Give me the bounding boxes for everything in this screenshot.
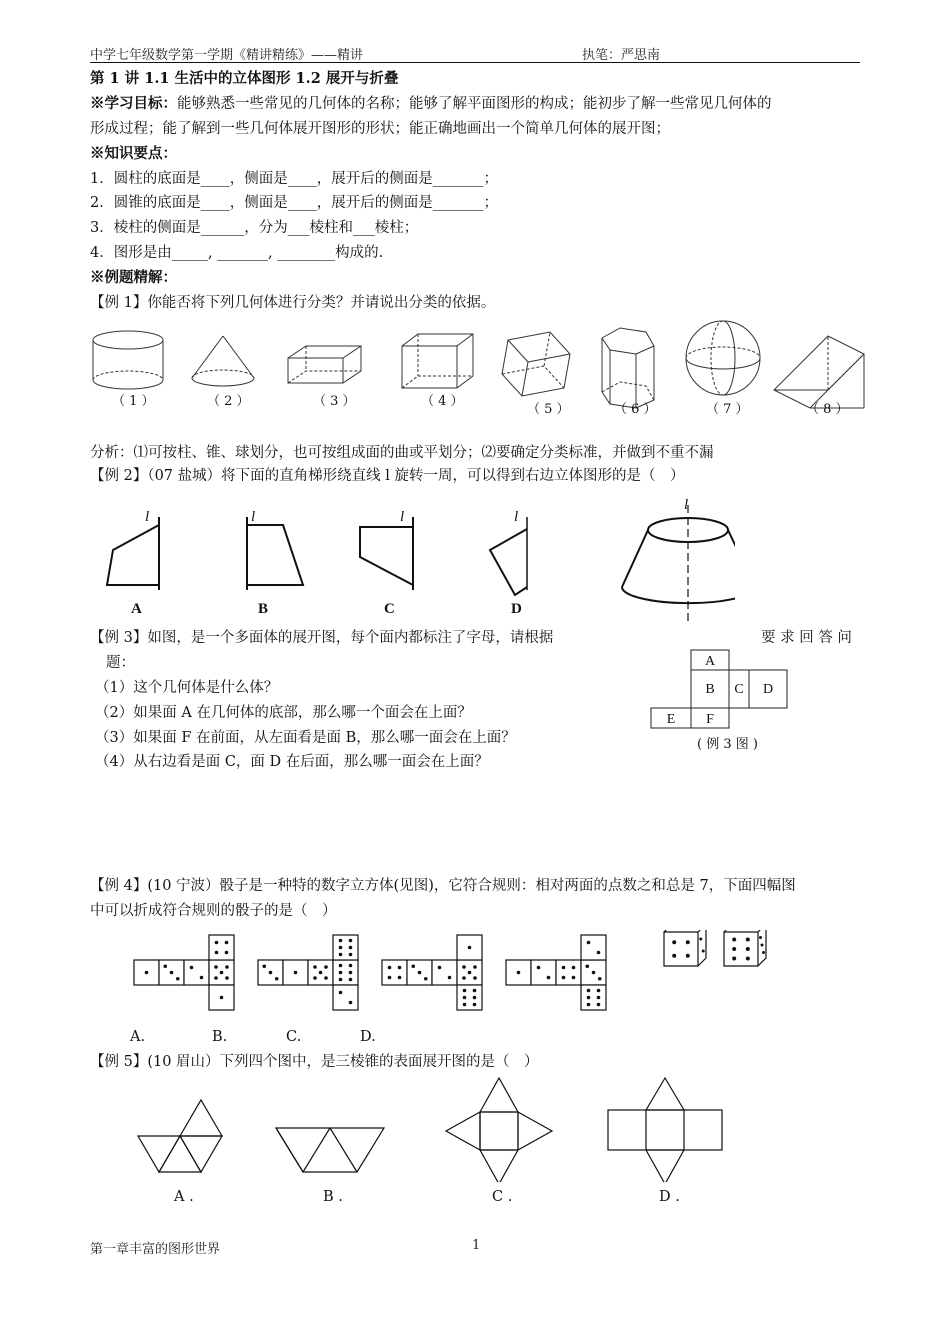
knowledge-item-4: 4．图形是由_____, _______, ________构成的. (90, 245, 384, 261)
ex3-question-4: （4）从右边看是面 C，面 D 在后面，那么哪一面会在上面？ (95, 754, 489, 770)
dice-net-1-face (209, 935, 234, 960)
ex2-option-c-shape (360, 517, 413, 590)
dice-net-4-face (556, 960, 581, 985)
ex2-frustum-shape (622, 505, 735, 625)
ex4-line2: 中可以折成符合规则的骰子的是（ ） (90, 903, 337, 919)
net-face-b: B (705, 682, 715, 697)
die-cube-2 (724, 930, 766, 966)
dice-net-1-face (134, 960, 159, 985)
ex3-question-1: （1）这个几何体是什么体？ (95, 680, 279, 696)
knowledge-item-3: 3．棱柱的侧面是______，分为___棱柱和___棱柱； (90, 220, 419, 236)
dice-net-3-face (407, 960, 432, 985)
lesson-title: 第 1 讲 1.1 生活中的立体图形 1.2 展开与折叠 (90, 70, 399, 87)
hexagonal-prism-shape (602, 328, 654, 408)
dice-net-4-face (581, 985, 606, 1010)
dice-net-1-face (184, 960, 209, 985)
objectives-line2: 形成过程；能了解到一些几何体展开图形的形状；能正确地画出一个简单几何体的展开图； (90, 121, 670, 137)
ex1-caption-4: （ 4 ） (421, 394, 464, 409)
dice-net-1-face (159, 960, 184, 985)
ex4-option-d: D. (360, 1029, 376, 1045)
header-right: 执笔：严思南 (582, 48, 661, 63)
ex2-option-d-shape (490, 517, 527, 595)
ex3-line1: 【例 3】如图，是一个多面体的展开图，每个面内都标注了字母，请根据 (90, 630, 554, 646)
cylinder-shape (93, 331, 163, 389)
header-rule (90, 62, 860, 63)
ex2-axis-label-b: l (251, 509, 256, 525)
knowledge-label: ※知识要点： (90, 145, 177, 162)
ex1-caption-5: （ 5 ） (527, 402, 570, 417)
ex5-option-d-shape (608, 1078, 722, 1182)
ex5-figure (130, 1072, 740, 1182)
dice-net-3-face (457, 960, 482, 985)
ex5-option-c: C . (492, 1189, 513, 1205)
dice-net-3-face (432, 960, 457, 985)
ex5-option-c-shape (446, 1078, 552, 1182)
objectives-line1 (90, 94, 772, 114)
cube-shape (402, 334, 473, 388)
ex2-axis-label-d: l (514, 509, 519, 525)
ex2-axis-label-c: l (400, 509, 405, 525)
dice-net-2-face (258, 960, 283, 985)
dice-net-2-face (333, 935, 358, 960)
dice-net-3-face (457, 935, 482, 960)
examples-label: ※例题精解： (90, 269, 177, 286)
cuboid-shape (288, 346, 361, 383)
ex2-option-b-label: B (258, 601, 269, 617)
net-face-e: E (666, 712, 676, 727)
dice-net-2-face (308, 960, 333, 985)
objectives-text1: 能够熟悉一些常见的几何体的名称；能够了解平面图形的构成；能初步了解一些常见几何体的 (177, 96, 772, 112)
dice-net-4-face (581, 935, 606, 960)
footer-chapter: 第一章丰富的图形世界 (90, 1242, 221, 1257)
ex2-option-c-label: C (384, 601, 395, 617)
ex1-caption-3: （ 3 ） (313, 394, 356, 409)
dice-net-2-face (333, 960, 358, 985)
objectives-label: ※学习目标： (90, 95, 177, 112)
ex4-option-b: B. (212, 1029, 228, 1045)
net-face-c: C (734, 682, 744, 697)
ex3-line2: 题： (106, 655, 135, 671)
ex1-caption-6: （ 6 ） (614, 402, 657, 417)
dice-net-3-face (457, 985, 482, 1010)
dice-net-2-face (333, 985, 358, 1010)
ex5-option-b-shape (276, 1128, 384, 1172)
ex2-axis-label-frustum: l (684, 497, 689, 513)
ex5-option-d: D . (659, 1189, 680, 1205)
net-face-f: F (706, 712, 714, 727)
ex5-option-a-shape (138, 1100, 222, 1172)
dice-net-1-face (209, 985, 234, 1010)
ex5-option-b: B . (323, 1189, 343, 1205)
ex2-text: 【例 2】（07 盐城）将下面的直角梯形绕直线 l 旋转一周，可以得到右边立体图形的是（ ） (90, 468, 685, 484)
ex3-question-3: （3）如果面 F 在前面，从左面看是面 B，那么哪一面会在上面？ (95, 730, 516, 746)
ex3-question-2: （2）如果面 A 在几何体的底部，那么哪一个面会在上面？ (95, 705, 472, 721)
die-cube-1 (664, 930, 706, 966)
ex4-option-a: A. (130, 1029, 146, 1045)
ex2-option-a-shape (107, 517, 159, 590)
tilted-cube-shape (502, 332, 570, 396)
net-face-d: D (762, 682, 774, 697)
ex2-axis-label-a: l (145, 509, 150, 525)
footer-page-number: 1 (472, 1238, 481, 1253)
ex2-option-b-shape (247, 517, 303, 590)
cone-shape (192, 336, 254, 386)
ex4-option-c: C. (286, 1029, 302, 1045)
ex2-figure (95, 495, 735, 625)
ex1-caption-1: （ 1 ） (112, 394, 155, 409)
ex5-text: 【例 5】(10 眉山）下列四个图中，是三棱锥的表面展开图的是（ ） (90, 1054, 539, 1070)
net-face-a: A (704, 654, 716, 669)
dice-net-3-face (382, 960, 407, 985)
ex5-option-a: A . (174, 1189, 194, 1205)
ex1-caption-2: （ 2 ） (207, 394, 250, 409)
ex1-caption-8: （ 8 ） (806, 402, 849, 417)
ex1-caption-7: （ 7 ） (706, 402, 749, 417)
ex4-dice-figure (130, 930, 780, 1020)
dice-net-4-face (531, 960, 556, 985)
dice-net-4-face (581, 960, 606, 985)
header-left: 中学七年级数学第一学期《精讲精练》——精讲 (90, 48, 364, 63)
dice-net-1-face (209, 960, 234, 985)
ex2-option-a-label: A (131, 601, 142, 617)
dice-net-2-face (283, 960, 308, 985)
sphere-shape (686, 321, 760, 395)
ex1-solids-figure (88, 318, 868, 418)
ex1-text: 【例 1】你能否将下列几何体进行分类？并请说出分类的依据。 (90, 295, 496, 311)
ex2-option-d-label: D (511, 601, 522, 617)
dice-net-4-face (506, 960, 531, 985)
ex1-analysis: 分析：⑴可按柱、锥、球划分，也可按组成面的曲或平划分；⑵要确定分类标准，并做到不重不漏 (90, 445, 714, 461)
knowledge-item-2: 2．圆锥的底面是____，侧面是____，展开后的侧面是_______； (90, 195, 498, 211)
ex3-caption: ( 例 3 图 ) (697, 737, 758, 752)
knowledge-item-1: 1．圆柱的底面是____，侧面是____，展开后的侧面是_______； (90, 171, 498, 187)
ex4-line1: 【例 4】(10 宁波）骰子是一种特的数字立方体(见图)，它符合规则：相对两面的点数之和总是 7，下面四幅图 (90, 878, 796, 894)
ex3-line1-right: 要 求 回 答 问 (761, 630, 852, 646)
